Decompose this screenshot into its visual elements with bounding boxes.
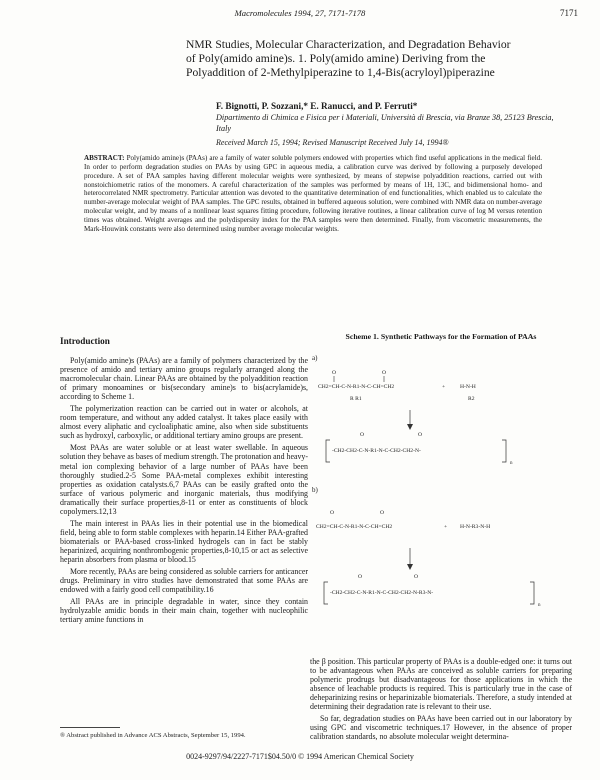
reaction-arrowhead-a xyxy=(407,424,413,430)
right-column-text xyxy=(310,657,572,744)
bisacrylamide-b: CH2=CH-C-N-R1-N-C-CH=CH2 xyxy=(316,524,393,530)
primary-amine: H-N-H xyxy=(460,384,476,390)
scheme-title: Scheme 1. Synthetic Pathways for the Formation of PAAs xyxy=(345,332,537,341)
secondary-diamine: H-N-R3-N-H xyxy=(460,524,491,530)
oxygen-label: O xyxy=(330,510,335,516)
paragraph: The main interest in PAAs lies in their potential use in the biomedical field, being able to form stable complexes with heparin.14 Either PAA-grafted biomaterials or PAA-based cross-linked hydrogels can in fact be stably heparinized, acquiring nonthrombogenic properties,8-10,15 or act as selective heparin absorbers from plasma or blood.15 xyxy=(60,518,308,564)
oxygen-label: O xyxy=(358,574,363,580)
bracket-right xyxy=(530,582,534,604)
abstract-label: ABSTRACT: xyxy=(84,154,125,162)
scheme-label-a: a) xyxy=(312,354,318,362)
plus-sign: + xyxy=(444,524,448,530)
section-heading-introduction: Introduction xyxy=(60,336,110,346)
author-list: F. Bignotti, P. Sozzani,* E. Ranucci, and P. Ferruti* xyxy=(216,101,418,111)
oxygen-label: O xyxy=(418,432,423,438)
oxygen-label: O xyxy=(332,370,337,376)
plus-sign: + xyxy=(442,384,446,390)
reaction-arrowhead-b xyxy=(407,564,413,570)
paragraph: the β position. This particular property of PAAs is a double-edged one: it turns out to be advantageous when PAAs are conceived as soluble carriers for preparing polymeric prodrugs but disadvantageous for those applications in which the absence of leachable products is required. This is particularly true in the case of deheparinizing resins or heparinizable biomaterials. Therefore, a study intended at determining their degradation rate is relevant to their use. xyxy=(310,657,572,712)
copyright-footer: 0024-9297/94/2227-7171$04.50/0 © 1994 American Chemical Society xyxy=(186,752,414,761)
scheme-figure xyxy=(310,352,572,648)
affiliation: Dipartimento di Chimica e Fisica per i Materiali, Università di Brescia, via Branze 38, 25123 Brescia, Italy xyxy=(216,113,554,133)
oxygen-label: O xyxy=(360,432,365,438)
oxygen-label: O xyxy=(380,510,385,516)
page-number: 7171 xyxy=(560,8,578,18)
polymer-repeat-b: -CH2-CH2-C-N-R1-N-C-CH2-CH2-N-R3-N- xyxy=(330,590,434,596)
polymer-repeat-a: -CH2-CH2-C-N-R1-N-C-CH2-CH2-N- xyxy=(332,448,421,454)
oxygen-label: O xyxy=(414,574,419,580)
paragraph: More recently, PAAs are being considered as soluble carriers for anticancer drugs. Preliminary in vitro studies have demonstrated that some PAAs are endowed with a fairly good cell compatibility.16 xyxy=(60,567,308,595)
scheme-label-b: b) xyxy=(312,486,318,494)
paragraph: All PAAs are in principle degradable in water, since they contain hydrolyzable amidic bonds in their main chain, together with nucleophilic tertiary amine functions in xyxy=(60,597,308,625)
received-dates: Received March 15, 1994; Revised Manuscript Received July 14, 1994® xyxy=(216,138,449,147)
journal-citation: Macromolecules 1994, 27, 7171-7178 xyxy=(234,8,366,18)
paragraph: The polymerization reaction can be carried out in water or alcohols, at room temperature, and without any added catalyst. It takes place easily with almost every aliphatic and cycloaliphatic amine, also when side substituents such as hydroxyl, carboxylic, or additional tertiary amino groups are present. xyxy=(60,404,308,441)
bisacrylamide-a: CH2=CH-C-N-R1-N-C-CH=CH2 xyxy=(318,384,395,390)
amine-substituent: R2 xyxy=(468,396,475,402)
bracket-left xyxy=(324,582,328,604)
oxygen-label: O xyxy=(382,370,387,376)
paragraph: So far, degradation studies on PAAs have been carried out in our laboratory by using GPC and viscometric techniques.17 However, in the absence of proper calibration standards, no absolute molecular weight determina- xyxy=(310,714,572,742)
footnote-rule xyxy=(60,727,120,728)
abstract-text: Poly(amido amine)s (PAAs) are a family of water soluble polymers endowed with properties which find useful applications in the medical field. In order to perform degradation studies on PAAs by using GPC in aqueous media, a calibration curve was derived by following a purposely developed procedure. A set of PAA samples having different molecular weights were synthesized, by means of stepwise polyaddition reactions, carried out with nonstoichiometric ratios of the monomers. A careful characterization of the samples was performed by means of 1H, 13C, and bidimensional homo- and heterocorrelated NMR spectrometry. Particular attention was devoted to the quantitative determination of end functionalities, which enabled us to calculate the number-average molecular weight of PAA samples. The GPC results, obtained in buffered aqueous solution, were combined with NMR data on number-average molecular weight, and by means of a nonlinear least squares fitting procedure, following iterative routines, a linear calibration curve of log M versus retention times was obtained. Weight averages and the polydispersity index for the PAA samples were then determined. Finally, from viscometric measurements, the Mark-Houwink constants were also determined using number average molecular weights. xyxy=(84,154,542,233)
bracket-right xyxy=(502,440,506,462)
paragraph: Poly(amido amine)s (PAAs) are a family of polymers characterized by the presence of amido and tertiary amino groups regularly arranged along the macromolecular chain. Linear PAAs are obtained by the polyaddition reaction of primary monoamines or bis(secondary amine)s to bis(acrylamide)s, according to Scheme 1. xyxy=(60,356,308,402)
bracket-left xyxy=(326,440,330,462)
repeat-index: n xyxy=(538,603,541,608)
article-title: NMR Studies, Molecular Characterization, and Degradation Behavior of Poly(amido amine)s. 1. Poly(amido amine) Deriving from the Polyaddition of 2-Methylpiperazine to 1,4-Bis(acryloyl)piperazine xyxy=(186,38,511,80)
repeat-index: n xyxy=(510,461,513,466)
paragraph: Most PAAs are water soluble or at least water swellable. In aqueous solution they behave as bases of medium strength. The protonation and heavy-metal ion complexing behavior of a large number of PAAs have been thoroughly studied.2-5 Some PAA-metal complexes exhibit interesting properties as oxidation catalysts.6,7 PAAs can be easily grafted onto the surface of various polymeric and inorganic materials, thus modifying dramatically their surface properties,8-11 or enter as constituents of block copolymers.12,13 xyxy=(60,443,308,516)
substituent-labels: R R1 xyxy=(350,396,362,402)
left-column xyxy=(60,330,308,627)
footnote: ® Abstract published in Advance ACS Abstracts, September 15, 1994. xyxy=(60,732,246,739)
abstract xyxy=(84,154,542,234)
